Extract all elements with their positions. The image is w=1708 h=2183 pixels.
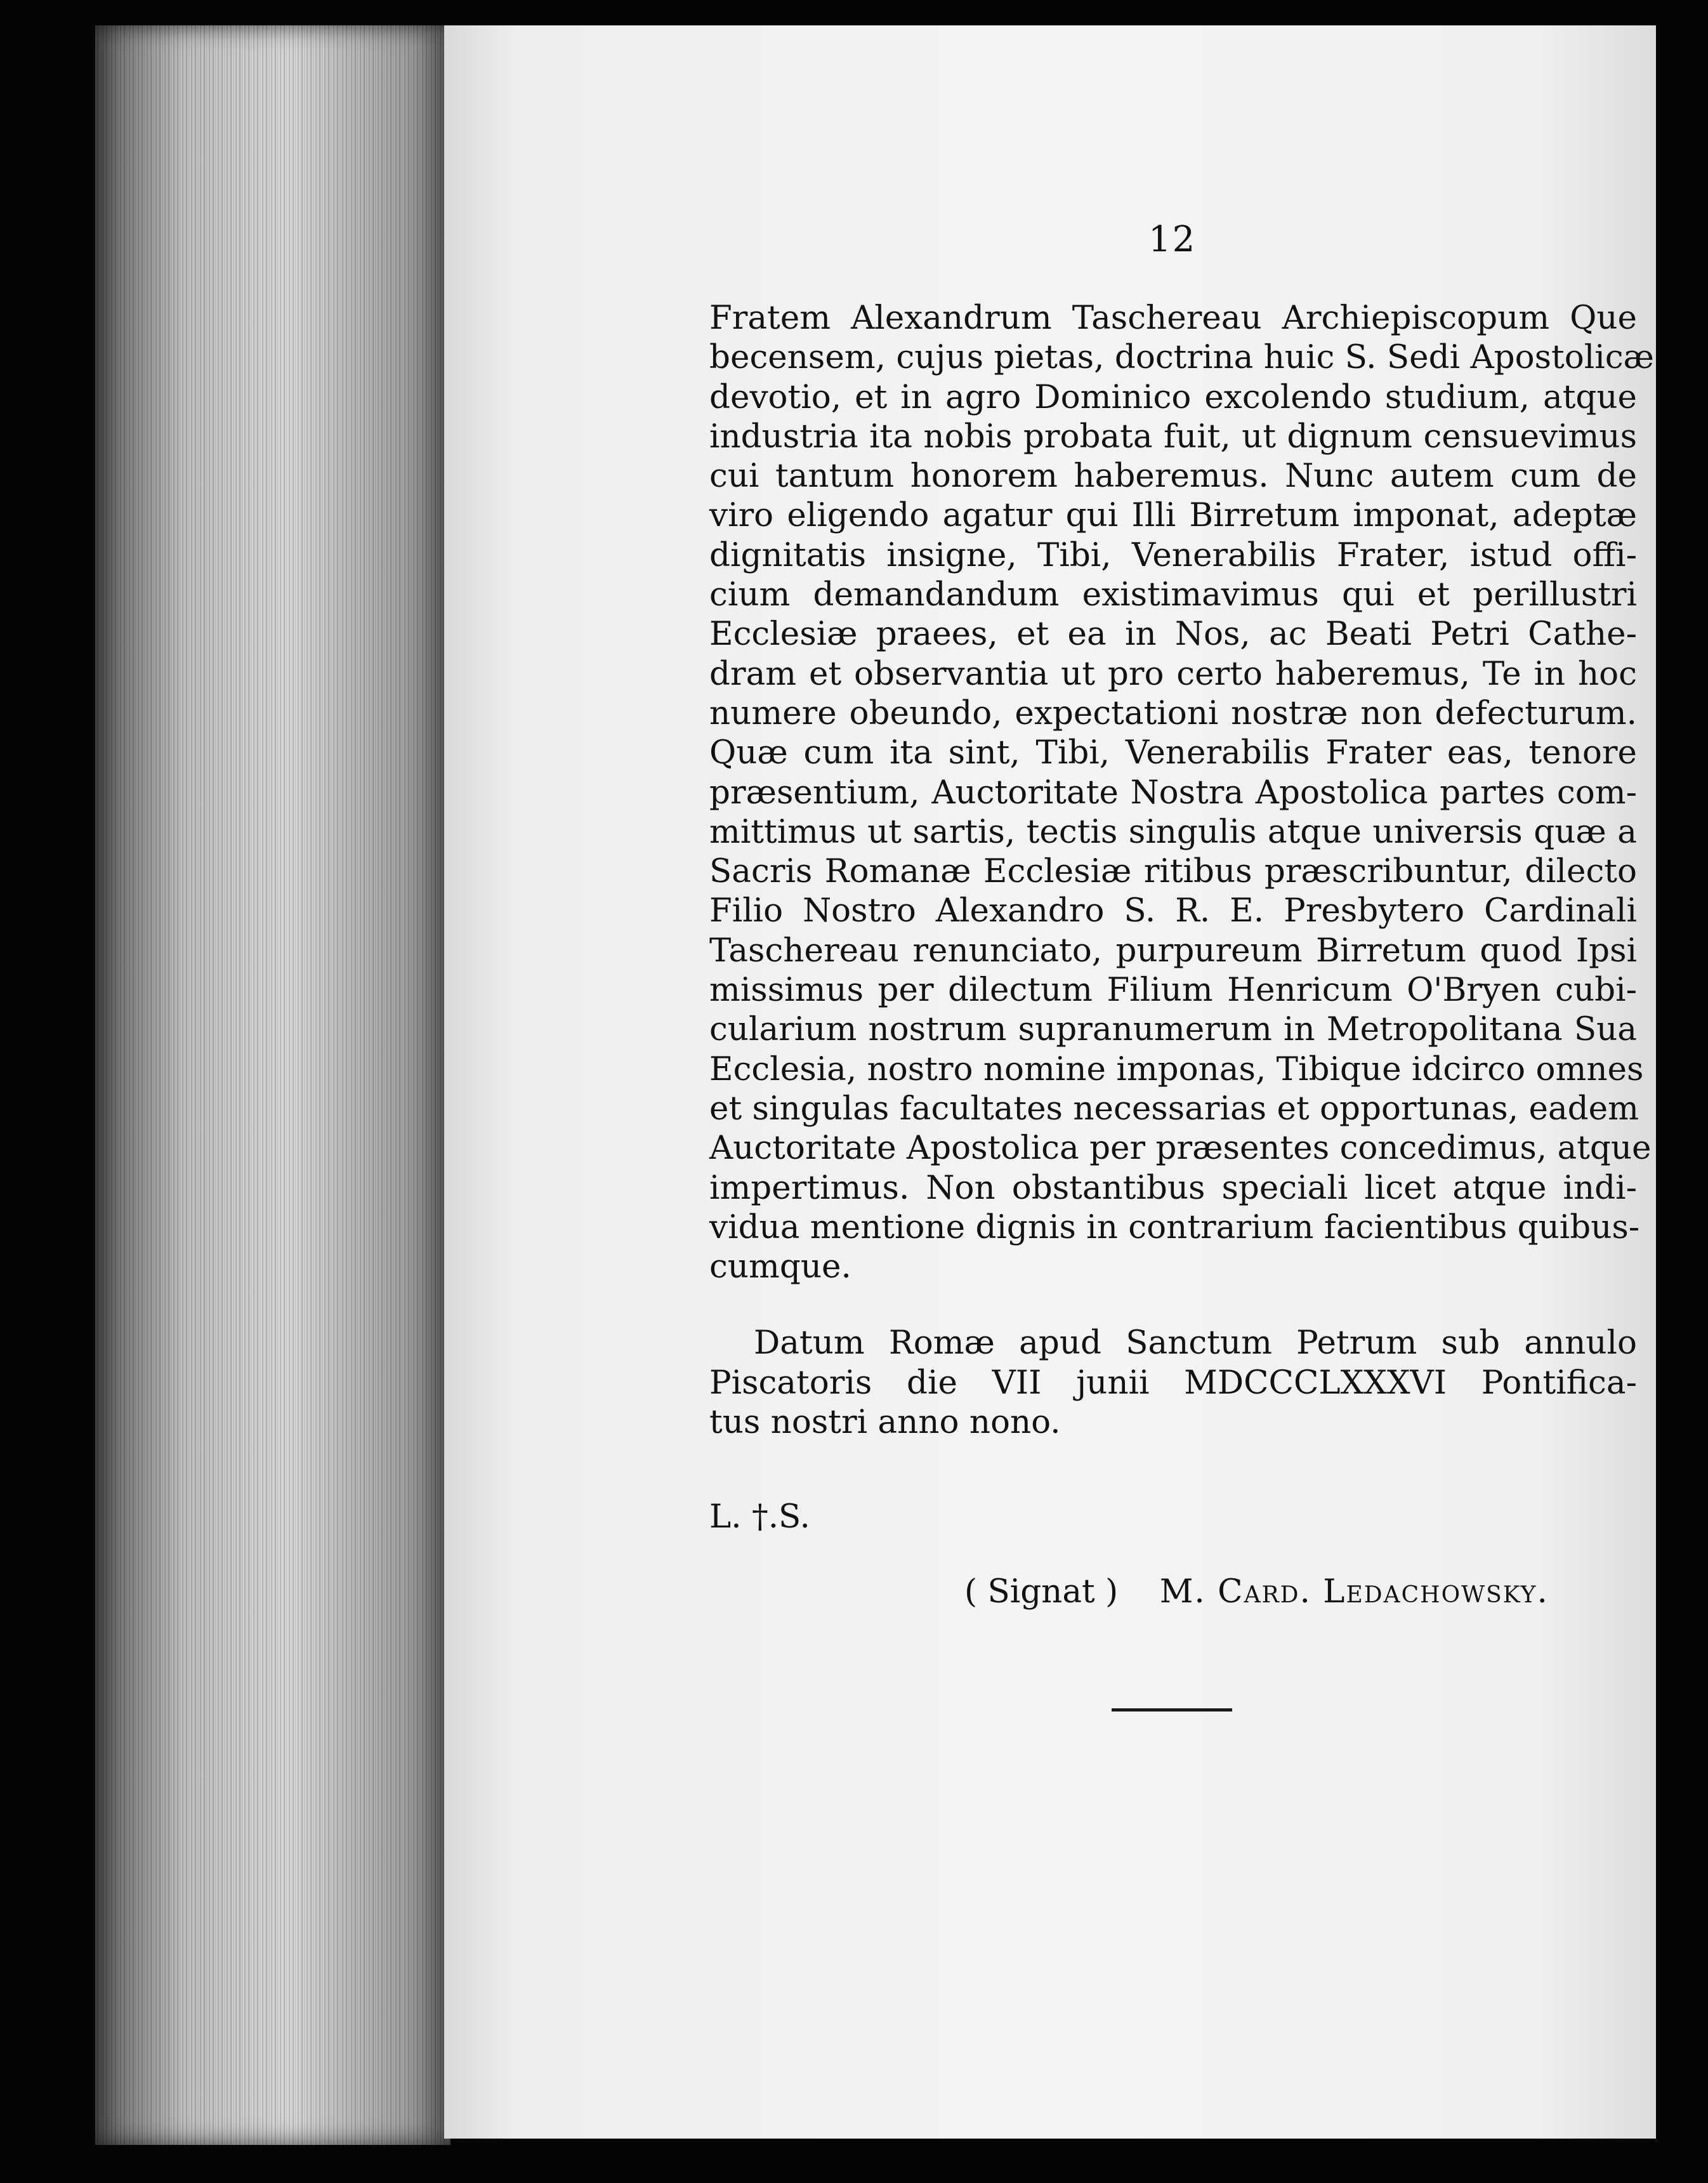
text-line: Ecclesia, nostro nomine imponas, Tibique idcirco omnes bbox=[709, 1050, 1644, 1088]
text-line: mittimus ut sartis, tectis singulis atque universis quæ a bbox=[709, 812, 1637, 851]
datum-line: tus nostri anno nono. bbox=[709, 1403, 1061, 1442]
text-line: cularium nostrum supranumerum in Metropolitana Sua bbox=[709, 1010, 1637, 1049]
text-line: præsentium, Auctoritate Nostra Apostolica partes com- bbox=[709, 773, 1637, 812]
text-line: Taschereau renunciato, purpureum Birretum quod Ipsi bbox=[709, 931, 1637, 970]
text-line: numere obeundo, expectationi nostræ non defecturum. bbox=[709, 694, 1637, 732]
signat-label: ( Signat ) bbox=[964, 1573, 1119, 1611]
text-line: Sacris Romanæ Ecclesiæ ritibus præscribuntur, dilecto bbox=[709, 852, 1637, 891]
text-line: cui tantum honorem haberemus. Nunc autem cum de bbox=[709, 457, 1637, 496]
datum-line: Datum Romæ apud Sanctum Petrum sub annulo bbox=[754, 1324, 1637, 1362]
text-line: Filio Nostro Alexandro S. R. E. Presbytero Cardinali bbox=[709, 892, 1637, 930]
body-text bbox=[709, 298, 1654, 1442]
text-line: dignitatis insigne, Tibi, Venerabilis Frater, istud offi- bbox=[709, 536, 1637, 574]
text-line: Quæ cum ita sint, Tibi, Venerabilis Frater eas, tenore bbox=[709, 734, 1637, 772]
text-line: cium demandandum existimavimus qui et perillustri bbox=[709, 576, 1637, 614]
signature-line bbox=[964, 1573, 1549, 1611]
text-line: impertimus. Non obstantibus speciali licet atque indi- bbox=[709, 1168, 1637, 1207]
text-line: industria ita nobis probata fuit, ut dignum censuevimus bbox=[709, 417, 1637, 456]
text-line: Auctoritate Apostolica per præsentes concedimus, atque bbox=[709, 1129, 1652, 1168]
signatory-name: M. Card. Ledachowsky. bbox=[1159, 1573, 1549, 1611]
closing-rule bbox=[1112, 1708, 1232, 1711]
datum-line: Piscatoris die VII junii MDCCCLXXXVI Pontifica- bbox=[709, 1363, 1637, 1402]
text-line: et singulas facultates necessarias et opportunas, eadem bbox=[709, 1089, 1639, 1128]
seal-mark: L. †.S. bbox=[709, 1498, 810, 1536]
text-line: Ecclesiæ praees, et ea in Nos, ac Beati Petri Cathe- bbox=[709, 615, 1637, 654]
text-line: Fratem Alexandrum Taschereau Archiepiscopum Que bbox=[709, 299, 1637, 337]
text-line: dram et observantia ut pro certo haberemus, Te in hoc bbox=[709, 654, 1637, 693]
text-line: cumque. bbox=[709, 1248, 851, 1286]
text-line: missimus per dilectum Filium Henricum O'Bryen cubi- bbox=[709, 971, 1637, 1010]
paragraph-gap bbox=[709, 1286, 1637, 1323]
page-number: 12 bbox=[1148, 219, 1197, 260]
text-line: becensem, cujus pietas, doctrina huic S. Sedi Apostolicæ bbox=[709, 338, 1654, 377]
text-line: viro eligendo agatur qui Illi Birretum imponat, adeptæ bbox=[709, 496, 1637, 535]
text-line: vidua mentione dignis in contrarium facientibus quibus- bbox=[709, 1208, 1640, 1246]
book-edge-shadow bbox=[95, 25, 450, 2145]
text-line: devotio, et in agro Dominico excolendo studium, atque bbox=[709, 378, 1637, 416]
